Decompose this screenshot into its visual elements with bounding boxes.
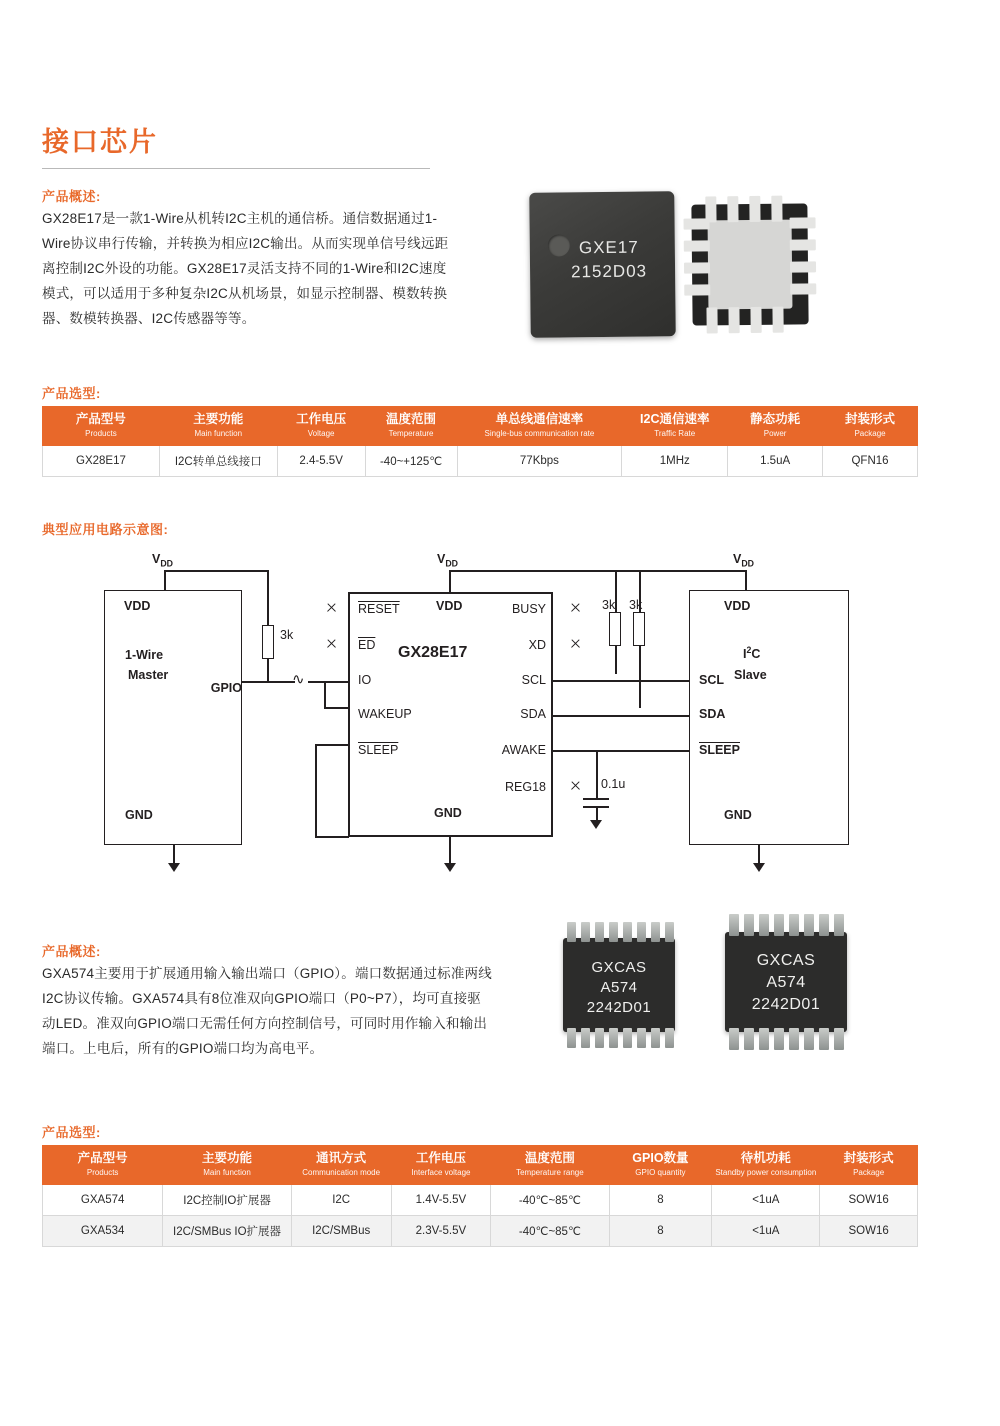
table-cell: -40~+125℃ [365, 445, 457, 476]
chip-pin [706, 307, 717, 333]
pin-xd: XD [528, 638, 546, 652]
table-header-cell: 主要功能 Main function [159, 407, 277, 446]
wire [758, 845, 760, 865]
table-header-cell: 主要功能 Main function [163, 1146, 292, 1185]
wire [449, 570, 629, 572]
chip-lead [834, 1028, 844, 1050]
chip-pin [790, 217, 816, 228]
chip-lead [595, 1028, 604, 1048]
wire [267, 659, 269, 682]
chip-lead [729, 914, 739, 936]
chip-pin [727, 196, 738, 222]
pin-reset: RESET [358, 602, 400, 616]
no-connect-x-icon [570, 638, 581, 649]
ground-symbol-left [168, 863, 180, 872]
chip-pin [684, 262, 710, 273]
pin-io: IO [358, 673, 372, 687]
right-block-vdd-label: VDD [724, 599, 751, 613]
table-cell: 1.4V-5.5V [391, 1184, 491, 1215]
pin-sleep-left: SLEEP [358, 743, 399, 757]
chip-thermal-pad [708, 220, 793, 310]
wire [324, 681, 326, 708]
ground-symbol-cap [590, 820, 602, 829]
table-header-cell: 封装形式 Package [820, 1146, 918, 1185]
wire [267, 570, 269, 625]
right-block-name-line2: Slave [734, 668, 767, 682]
center-block-gnd-label: GND [434, 806, 462, 820]
diagram-label: 典型应用电路示意图: [42, 522, 169, 537]
title-divider [42, 168, 430, 169]
table-cell: GXA574 [43, 1184, 163, 1215]
chip-photo-label-line1: GXCAS [756, 952, 816, 969]
chip-photo-gxe17-bottom [679, 191, 821, 337]
wire-awake [553, 750, 689, 752]
wire [242, 681, 268, 683]
table-cell: 8 [609, 1215, 712, 1246]
left-block-name-line2: Master [128, 668, 169, 682]
chip-pin [771, 196, 782, 222]
table-row [43, 1184, 918, 1215]
table-cell: 1.5uA [728, 445, 823, 476]
wire [615, 570, 617, 612]
chip-lead [804, 1028, 814, 1050]
chip-lead [819, 1028, 829, 1050]
chip-photo-gxa574-left [545, 920, 693, 1050]
wire [315, 836, 349, 838]
table-cell: I2C/SMBus IO扩展器 [163, 1215, 292, 1246]
block-1wire-master [104, 590, 242, 845]
section1-spec-table [42, 406, 918, 477]
table-header-cell: 工作电压 Interface voltage [391, 1146, 491, 1185]
table-cell: I2C转单总线接口 [159, 445, 277, 476]
chip-lead [651, 1028, 660, 1048]
chip-lead [665, 922, 674, 942]
resistor-mid1-label: 3k [602, 598, 616, 612]
right-pin-sleep: SLEEP [699, 743, 740, 757]
section1-overview-label: 产品概述: [42, 189, 101, 204]
chip-lead [609, 1028, 618, 1048]
table-cell: 77Kbps [457, 445, 622, 476]
chip-pin [790, 239, 816, 250]
chip-photo-label-line2: A574 [600, 979, 638, 996]
chip-lead [804, 914, 814, 936]
wire [629, 570, 747, 572]
chip-lead [729, 1028, 739, 1050]
chip-photo-gxe17-top [529, 191, 676, 338]
capacitor-label: 0.1u [601, 777, 626, 791]
chip-lead [637, 1028, 646, 1048]
left-block-gpio-label: GPIO [210, 681, 242, 695]
pin-sda: SDA [520, 707, 546, 721]
wire [267, 681, 295, 683]
chip-photo-label-line1: GXCAS [591, 959, 647, 976]
chip-pin [728, 307, 739, 333]
chip-lead [595, 922, 604, 942]
left-block-vdd-label: VDD [124, 599, 151, 613]
page-title-wrap [42, 128, 442, 158]
table-cell: 2.3V-5.5V [391, 1215, 491, 1246]
table-row [43, 1215, 918, 1246]
table-header-row [43, 407, 918, 446]
chip-lead [774, 914, 784, 936]
left-block-gnd-label: GND [125, 808, 153, 822]
table-header-cell: 温度范围 Temperature range [491, 1146, 609, 1185]
chip-lead [759, 914, 769, 936]
table-header-cell: 封装形式 Package [823, 407, 918, 446]
chip-lead [744, 914, 754, 936]
chip-pin [684, 284, 710, 295]
chip-lead [637, 922, 646, 942]
chip-lead [567, 922, 576, 942]
chip-lead [609, 922, 618, 942]
table-cell: I2C/SMBus [291, 1215, 391, 1246]
wire [315, 744, 348, 746]
table-cell: I2C [291, 1184, 391, 1215]
wire [615, 646, 617, 674]
chip-lead [623, 1028, 632, 1048]
no-connect-x-icon [326, 638, 337, 649]
right-block-gnd-label: GND [724, 808, 752, 822]
ground-symbol-right [753, 863, 765, 872]
table-cell: GX28E17 [43, 445, 160, 476]
wire [315, 744, 317, 837]
table-cell: SOW16 [820, 1184, 918, 1215]
table-cell: <1uA [712, 1215, 820, 1246]
chip-lead [744, 1028, 754, 1050]
chip-pin [790, 261, 816, 272]
table-header-cell: GPIO数量 GPIO quantity [609, 1146, 712, 1185]
chip-lead [623, 922, 632, 942]
table-row [43, 445, 918, 476]
chip-photo-label-line2: 2152D03 [570, 261, 648, 282]
table-header-cell: 温度范围 Temperature [365, 407, 457, 446]
no-connect-x-icon [570, 602, 581, 613]
pin-awake: AWAKE [501, 743, 546, 757]
no-connect-x-icon [570, 780, 581, 791]
wire [308, 681, 348, 683]
right-pin-scl: SCL [699, 673, 724, 687]
left-block-name-line1: 1-Wire [125, 648, 164, 662]
table-cell: GXA534 [43, 1215, 163, 1246]
section2-spec-table [42, 1145, 918, 1247]
pin-ed: $\overline{ED}$ [358, 638, 376, 652]
wire [164, 570, 166, 590]
pin-wakeup: WAKEUP [358, 707, 412, 721]
table-header-cell: 通讯方式 Communication mode [291, 1146, 391, 1185]
table-cell: SOW16 [820, 1215, 918, 1246]
chip-pin [790, 283, 816, 294]
chip-pin [772, 307, 783, 333]
pin-busy: BUSY [511, 602, 546, 616]
table-header-cell: 产品型号 Products [43, 407, 160, 446]
chip-lead [819, 914, 829, 936]
table-header-cell: 单总线通信速率 Single-bus communication rate [457, 407, 622, 446]
ground-symbol-center [444, 863, 456, 872]
pin-scl: SCL [521, 673, 546, 687]
table-cell: -40℃~85℃ [491, 1215, 609, 1246]
right-pin-sda: SDA [699, 707, 726, 721]
resistor-mid2-label: 3k [629, 598, 643, 612]
resistor-3k-mid1 [609, 612, 621, 646]
chip-lead [665, 1028, 674, 1048]
chip-lead [789, 1028, 799, 1050]
page-title: 接口芯片 [42, 127, 158, 157]
chip-pin [684, 218, 710, 229]
capacitor-plate-top [583, 798, 609, 800]
wire-sda [553, 715, 689, 717]
chip-pin [750, 307, 761, 333]
wire [449, 837, 451, 865]
table-cell: I2C控制IO扩展器 [163, 1184, 292, 1215]
resistor-3k-mid2 [633, 612, 645, 646]
table-header-cell: 静态功耗 Power [728, 407, 823, 446]
wire [164, 570, 268, 572]
vdd-left-label: $V_{DD}$ [152, 552, 173, 569]
center-block-part-number: GX28E17 [398, 644, 468, 661]
table-cell: 1MHz [622, 445, 728, 476]
pin-reg18: REG18 [505, 780, 546, 794]
chip-photo-gxa574-right [705, 912, 865, 1052]
chip-pin [684, 240, 710, 251]
table-header-cell: 工作电压 Voltage [277, 407, 365, 446]
wire-scl [553, 680, 689, 682]
table-cell: -40℃~85℃ [491, 1184, 609, 1215]
no-connect-x-icon [326, 602, 337, 613]
resistor-left-label: 3k [280, 628, 294, 642]
chip-photo-label-line3: 2242D01 [586, 999, 652, 1016]
wire [745, 570, 747, 590]
application-circuit-diagram [40, 540, 960, 880]
section2-selection-label: 产品选型: [42, 1125, 101, 1140]
section1-overview-text: GX28E17是一款1-Wire从机转I2C主机的通信桥。通信数据通过1-Wire协议串行传输，并转换为相应I2C输出。从而实现单信号线远距离控制I2C外设的功能。GX28E17灵活支持不同的1-Wire和I2C速度模式，可以适用于多种复杂I2C从机场景，如显示控制器、模数转换器、数模转换器、I2C传感器等等。 [42, 211, 449, 326]
wire [596, 750, 598, 798]
table-cell: QFN16 [823, 445, 918, 476]
table-cell: <1uA [712, 1184, 820, 1215]
resistor-3k-left [262, 625, 274, 659]
table-cell: 8 [609, 1184, 712, 1215]
vdd-right-label: $V_{DD}$ [733, 552, 754, 569]
wire [324, 707, 348, 709]
chip-lead [581, 922, 590, 942]
chip-pin [749, 196, 760, 222]
long-distance-break-icon: ∿ [292, 671, 305, 688]
chip-lead [581, 1028, 590, 1048]
table-header-cell: 待机功耗 Standby power consumption [712, 1146, 820, 1185]
chip-lead [567, 1028, 576, 1048]
chip-lead [774, 1028, 784, 1050]
table-header-cell: 产品型号 Products [43, 1146, 163, 1185]
chip-photo-label-line3: 2242D01 [751, 996, 821, 1013]
table-header-row [43, 1146, 918, 1185]
vdd-mid-label: $V_{DD}$ [437, 552, 458, 569]
chip-lead [789, 914, 799, 936]
section2-overview-label: 产品概述: [42, 944, 101, 959]
chip-photo-label-line2: A574 [766, 974, 806, 991]
wire [449, 570, 451, 592]
section1-selection-label: 产品选型: [42, 386, 101, 401]
chip-lead [759, 1028, 769, 1050]
table-header-cell: I2C通信速率 Traffic Rate [622, 407, 728, 446]
chip-lead [834, 914, 844, 936]
center-block-vdd-label: VDD [436, 599, 463, 613]
section2-overview-text: GXA574主要用于扩展通用输入输出端口（GPIO）。端口数据通过标准两线I2C协议传输。GXA574具有8位准双向GPIO端口（P0~P7），均可直接驱动LED。准双向GPIO端口无需任何方向控制信号，可同时用作输入和输出端口。上电后，所有的GPIO端口均为高电平。 [42, 966, 492, 1056]
chip-photo-label-line1: GXE17 [578, 237, 639, 258]
table-cell: 2.4-5.5V [277, 445, 365, 476]
right-block-name-line1: $I^2C$ [743, 645, 761, 662]
chip-lead [651, 922, 660, 942]
wire [173, 845, 175, 865]
wire [639, 646, 641, 708]
